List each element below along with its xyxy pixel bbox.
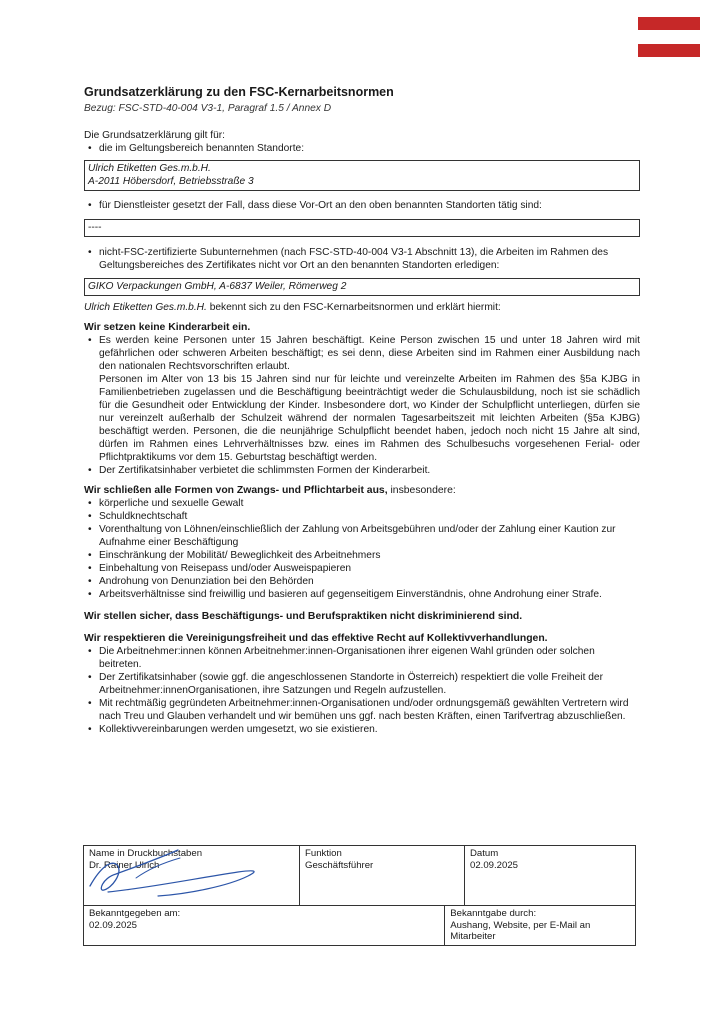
child-labour-list: [84, 334, 640, 373]
forced-labour-item: • Vorenthaltung von Löhnen/einschließlich der Zahlung von Arbeitsgebühren und/oder der Zahlung einer Kaution zur Aufnahme einer Beschäftigung: [84, 523, 640, 549]
announced-by-cell: [445, 906, 636, 946]
forced-labour-heading: [84, 484, 640, 497]
discrimination-heading: Wir stellen sicher, dass Beschäftigungs- und Berufspraktiken nicht diskriminierend sind.: [84, 611, 523, 622]
association-item: • Die Arbeitnehmer:innen können Arbeitnehmer:innen-Organisationen ihrer eigenen Wahl gründen oder solchen beitreten.: [84, 645, 640, 671]
scope-list-subcontractors: [84, 246, 640, 272]
date-value: 02.09.2025: [470, 859, 519, 871]
forced-labour-heading-bold: Wir schließen alle Formen von Zwangs- und Pflichtarbeit aus,: [84, 485, 388, 496]
name-label: Name in Druckbuchstaben: [89, 848, 203, 859]
child-labour-heading: Wir setzen keine Kinderarbeit ein.: [84, 322, 251, 333]
child-labour-paragraph: Personen im Alter von 13 bis 15 Jahren sind nur für leichte und vereinzelte Arbeiten im Rahmen des §5a KJBG in Familienbetrieben zugelassen und die Beschäftigung beeinträchtigt weder die Schulausbildung, noch ist sie schädlich für die Gesundheit oder Entwicklung der Kinder. Insbesondere dort, wo Kinder der Schulpflicht unterliegen, dürfen sie nur vereinzelt außerhalb der Schulzeit während der normalen Tagesarbeitszeit mit leichten Arbeiten (§5a KJBG) beschäftigt werden. Personen, die die neunjährige Schulpflicht beendet haben, jedoch noch nicht 15 Jahre alt sind, dürfen im Rahmen eines Lehrverhältnisses bzw. eines im Rahmen des Schulbesuchs vorgesehenen Ferial- oder Pflichtpraktikums vor dem 15. Geburtstag beschäftigt werden.: [99, 374, 640, 463]
scope-list-providers: [84, 199, 640, 212]
forced-labour-item: • Einbehaltung von Reisepass und/oder Ausweispapieren: [84, 562, 640, 575]
sites-box: [84, 160, 640, 191]
association-heading: Wir respektieren die Vereinigungsfreiheit und das effektive Recht auf Kollektivverhandlungen.: [84, 633, 548, 644]
scope-list-sites: [84, 142, 640, 155]
scope-bullet-providers: • für Dienstleister gesetzt der Fall, dass diese Vor-Ort an den oben benannten Standorten tätig sind:: [84, 199, 640, 212]
association-list: [84, 645, 640, 736]
sites-box-line-1: Ulrich Etiketten Ges.m.b.H.: [88, 163, 211, 174]
announced-on-label: Bekanntgegeben am:: [89, 908, 181, 919]
subcontractors-box: GIKO Verpackungen GmbH, A-6837 Weiler, Römerweg 2: [84, 278, 640, 296]
logo-bar-bottom: [638, 44, 700, 57]
date-label: Datum: [470, 848, 499, 859]
function-label: Funktion: [305, 848, 342, 859]
child-labour-bullet-1: • Es werden keine Personen unter 15 Jahren beschäftigt. Keine Person zwischen 15 und unter 18 Jahren wird mit gefährlichen oder schweren Arbeiten beschäftigt; es sei denn, diese Arbeiten sind im Rahmen einer Ausbildung nach den nationalen Rechtsvorschriften erlaubt.: [84, 334, 640, 373]
announced-on-value: 02.09.2025: [89, 919, 138, 931]
association-item: • Der Zertifikatsinhaber (sowie ggf. die angeschlossenen Standorte in Österreich) respektiert die volle Freiheit der Arbeitnehmer:innenOrganisationen, ihre Satzungen und Regeln aufzustellen.: [84, 671, 640, 697]
declaration-text: bekennt sich zu den FSC-Kernarbeitsnormen und erklärt hiermit:: [206, 302, 501, 313]
document-body: [84, 84, 640, 736]
forced-labour-item: • körperliche und sexuelle Gewalt: [84, 497, 640, 510]
forced-labour-item: • Einschränkung der Mobilität/ Beweglichkeit des Arbeitnehmers: [84, 549, 640, 562]
child-labour-list-2: [84, 464, 640, 477]
declaration-line: [84, 301, 640, 314]
document-reference: Bezug: FSC-STD-40-004 V3-1, Paragraf 1.5 / Annex D: [84, 103, 332, 114]
handwritten-signature: [88, 848, 278, 900]
forced-labour-list: [84, 497, 640, 601]
announced-on-cell: [84, 906, 445, 946]
function-cell: [300, 846, 465, 906]
announced-by-label: Bekanntgabe durch:: [450, 908, 537, 919]
forced-labour-item: • Androhung von Denunziation bei den Behörden: [84, 575, 640, 588]
forced-labour-item: • Arbeitsverhältnisse sind freiwillig und basieren auf gegenseitigem Einverständnis, ohne Androhung einer Strafe.: [84, 588, 640, 601]
logo-bar-top: [638, 17, 700, 30]
name-value: Dr. Rainer Ulrich: [89, 859, 160, 871]
function-value: Geschäftsführer: [305, 859, 374, 871]
declaration-company: Ulrich Etiketten Ges.m.b.H.: [84, 302, 207, 313]
association-item: • Kollektivvereinbarungen werden umgesetzt, wo sie existieren.: [84, 723, 640, 736]
forced-labour-item: • Schuldknechtschaft: [84, 510, 640, 523]
child-labour-bullet-2: • Der Zertifikatsinhaber verbietet die schlimmsten Formen der Kinderarbeit.: [84, 464, 640, 477]
providers-box: ----: [84, 219, 640, 237]
document-title: Grundsatzerklärung zu den FSC-Kernarbeitsnormen: [84, 85, 394, 99]
announced-by-value: Aushang, Website, per E-Mail an Mitarbeiter: [450, 919, 591, 942]
sites-box-line-2: A-2011 Höbersdorf, Betriebsstraße 3: [88, 176, 254, 187]
scope-bullet-sites: • die im Geltungsbereich benannten Standorte:: [84, 142, 640, 155]
date-cell: [465, 846, 636, 906]
association-item: • Mit rechtmäßig gegründeten Arbeitnehmer:innen-Organisationen und/oder ordnungsgemäß gewählten Vertretern wird nach Treu und Glauben verhandelt und wir bemühen uns ggf. nach besten Kräften, einen Tarifvertrag abzuschließen.: [84, 697, 640, 723]
scope-bullet-subcontractors: • nicht-FSC-zertifizierte Subunternehmen (nach FSC-STD-40-004 V3-1 Abschnitt 13), die Arbeiten im Rahmen des Geltungsbereiches des Zertifikates nicht vor Ort an den benannten Standorten erledigen:: [84, 246, 640, 272]
forced-labour-heading-suffix: insbesondere:: [387, 485, 456, 496]
scope-intro: Die Grundsatzerklärung gilt für:: [84, 130, 225, 141]
